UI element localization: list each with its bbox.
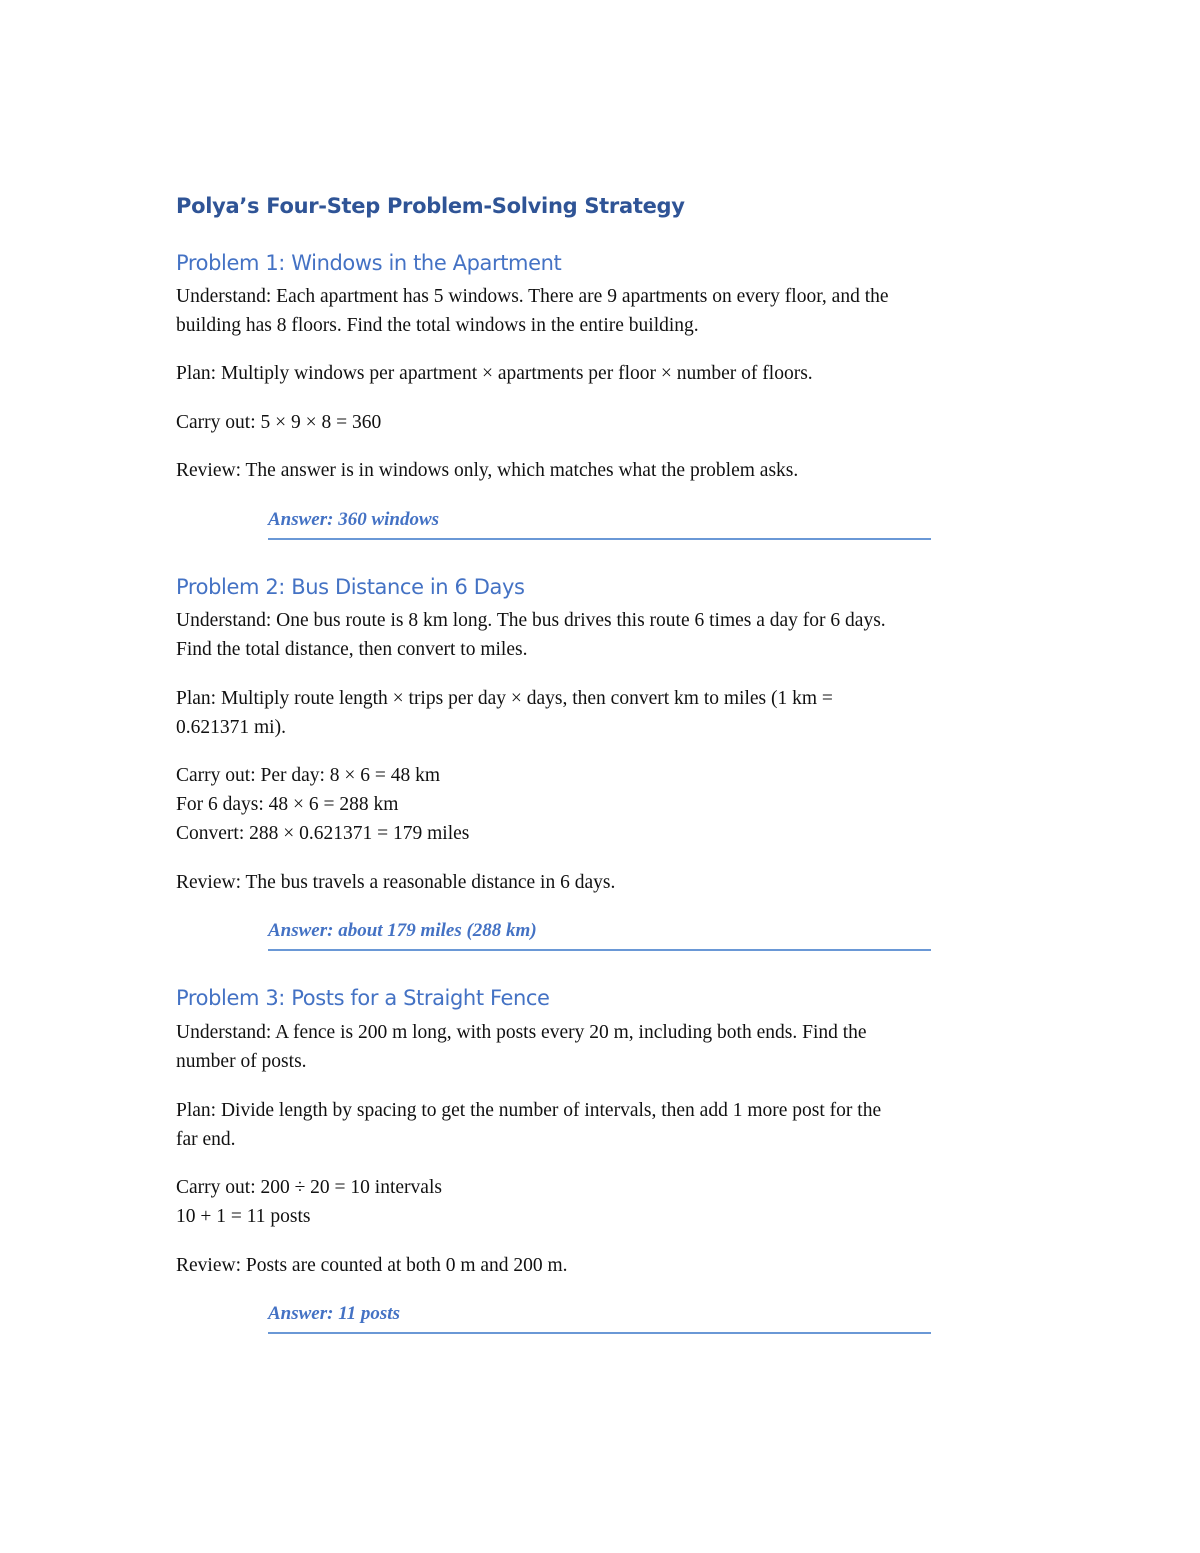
problem-1-answer: Answer: 360 windows — [268, 505, 931, 540]
problem-3-answer: Answer: 11 posts — [268, 1299, 931, 1334]
document-title: Polya’s Four-Step Problem-Solving Strategy — [176, 194, 685, 218]
text-line: Carry out: 200 ÷ 20 = 10 intervals — [176, 1177, 442, 1198]
text-line: Plan: Divide length by spacing to get the number of intervals, then add 1 more post for the — [176, 1100, 882, 1121]
problem-1-understand — [176, 282, 889, 340]
text-line: Find the total distance, then convert to miles. — [176, 639, 528, 660]
text-line: Understand: One bus route is 8 km long. The bus drives this route 6 times a day for 6 days. — [176, 610, 886, 631]
text-line: Plan: Multiply route length × trips per day × days, then convert km to miles (1 km = — [176, 688, 833, 709]
problem-3-plan — [176, 1096, 881, 1154]
problem-1-carry-out: Carry out: 5 × 9 × 8 = 360 — [176, 412, 382, 433]
problem-3-understand — [176, 1018, 867, 1076]
problem-2-review: Review: The bus travels a reasonable distance in 6 days. — [176, 872, 616, 893]
text-line: For 6 days: 48 × 6 = 288 km — [176, 794, 399, 815]
problem-2-understand — [176, 606, 886, 664]
problem-2-answer: Answer: about 179 miles (288 km) — [268, 916, 931, 951]
text-line: Convert: 288 × 0.621371 = 179 miles — [176, 823, 470, 844]
text-line: far end. — [176, 1129, 236, 1150]
problem-3-review: Review: Posts are counted at both 0 m and 200 m. — [176, 1255, 568, 1276]
text-line: number of posts. — [176, 1051, 307, 1072]
text-line: Carry out: Per day: 8 × 6 = 48 km — [176, 765, 441, 786]
problem-3-heading: Problem 3: Posts for a Straight Fence — [176, 986, 550, 1010]
text-line: 0.621371 mi). — [176, 717, 286, 738]
problem-2-heading: Problem 2: Bus Distance in 6 Days — [176, 575, 525, 599]
text-line: building has 8 floors. Find the total windows in the entire building. — [176, 315, 699, 336]
problem-2-plan — [176, 684, 833, 742]
problem-1-heading: Problem 1: Windows in the Apartment — [176, 251, 562, 275]
text-line: Understand: A fence is 200 m long, with posts every 20 m, including both ends. Find the — [176, 1022, 867, 1043]
problem-1-review: Review: The answer is in windows only, which matches what the problem asks. — [176, 460, 799, 481]
problem-3-carry-out — [176, 1173, 442, 1231]
text-line: 10 + 1 = 11 posts — [176, 1206, 311, 1227]
problem-1-plan: Plan: Multiply windows per apartment × apartments per floor × number of floors. — [176, 363, 813, 384]
text-line: Understand: Each apartment has 5 windows. There are 9 apartments on every floor, and the — [176, 286, 889, 307]
problem-2-carry-out — [176, 761, 469, 848]
